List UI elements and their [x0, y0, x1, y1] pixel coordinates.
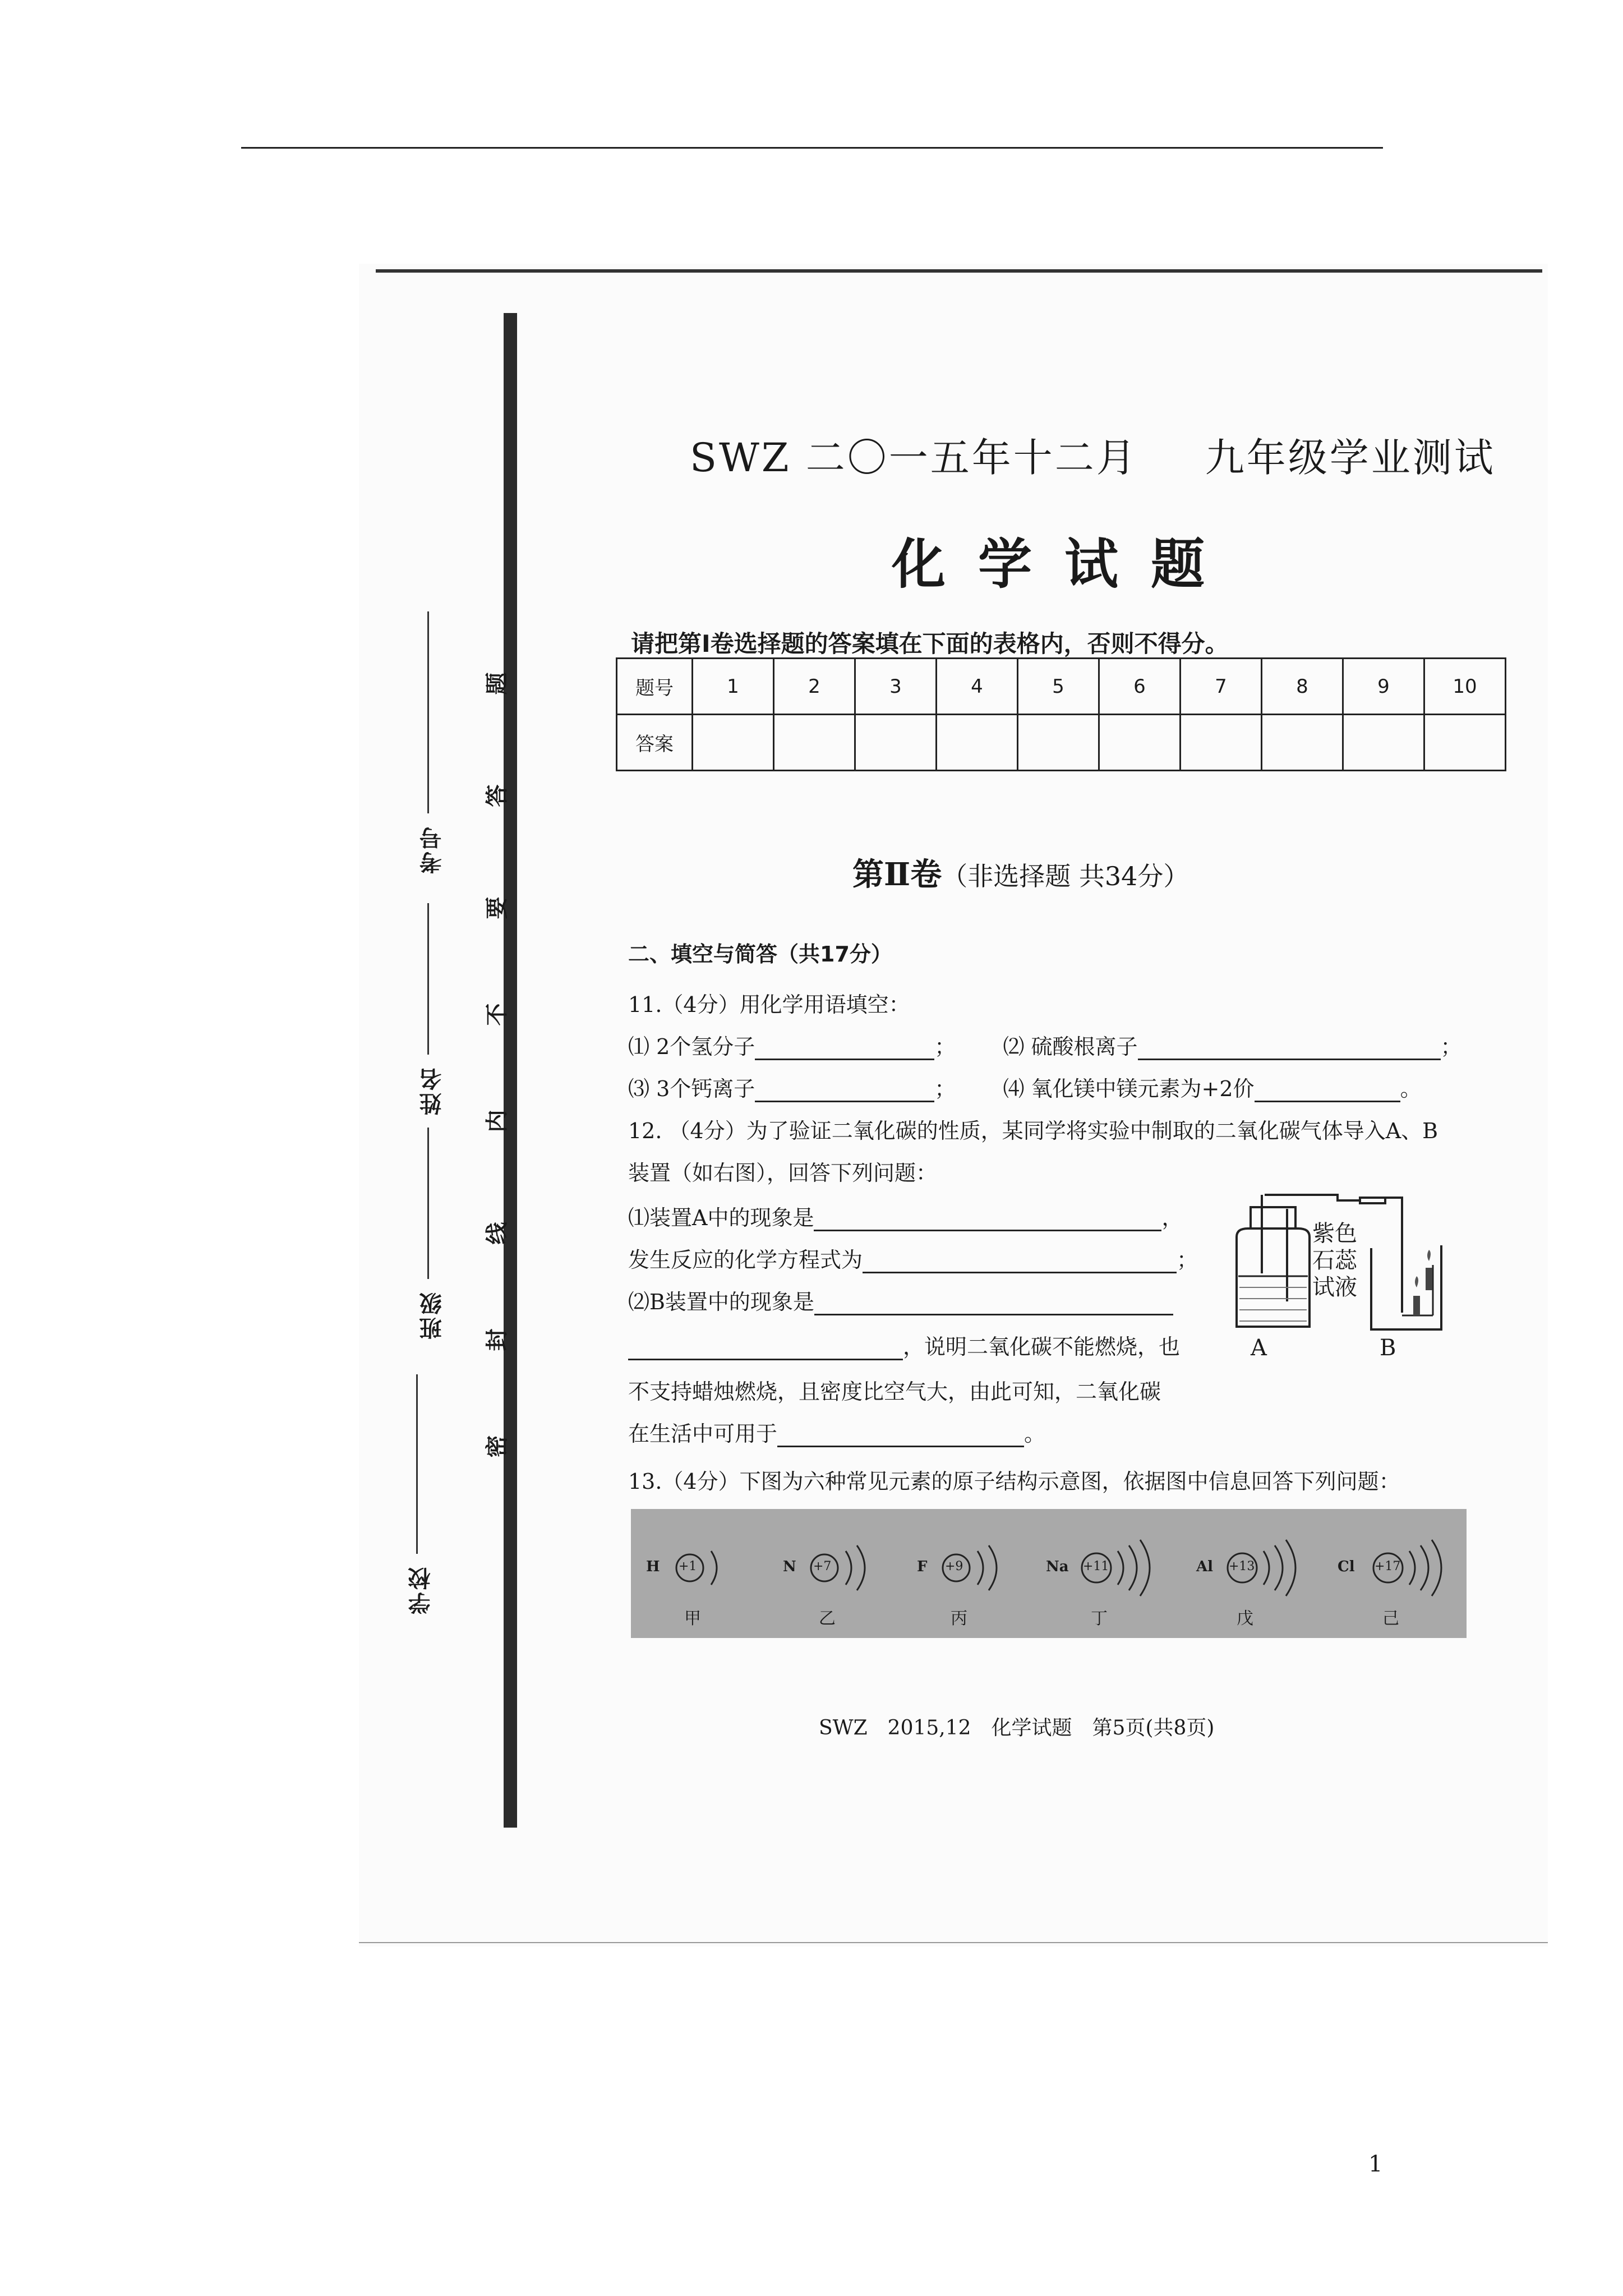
q11-blank3[interactable] [755, 1080, 934, 1102]
question-number: 4 [937, 659, 1018, 715]
question-number: 9 [1343, 659, 1424, 715]
q12-text1: ⑴装置A中的现象是 [628, 1205, 814, 1230]
answer-cell[interactable] [1099, 715, 1181, 771]
number-label: 考号 [419, 825, 445, 874]
atom-caption: 己 [1382, 1609, 1399, 1628]
q12-stem2: 装置（如右图），回答下列问题： [628, 1161, 938, 1185]
question-number: 10 [1424, 659, 1506, 715]
q11-blank1[interactable] [755, 1038, 934, 1060]
q12-blank6[interactable] [777, 1425, 1024, 1447]
atom-shells [780, 1537, 892, 1599]
q11-item4: ⑷ 氧化镁中镁元素为+2价 [1003, 1076, 1255, 1101]
row-label: 题号 [617, 659, 693, 715]
atom-diagram [1046, 1537, 1169, 1627]
seal-char: 内 [484, 1110, 510, 1133]
q12-text2: 发生反应的化学方程式为 [628, 1248, 863, 1272]
answer-cell[interactable] [855, 715, 937, 771]
question-number: 8 [1262, 659, 1343, 715]
question-number: 6 [1099, 659, 1181, 715]
atom-symbol: F [917, 1558, 928, 1575]
table-row [617, 715, 1506, 771]
q12-text6: 在生活中可用于 [628, 1421, 778, 1446]
answer-cell[interactable] [1018, 715, 1099, 771]
class-label: 班级 [419, 1290, 445, 1340]
atom-symbol: H [646, 1558, 660, 1575]
name-label: 姓名 [419, 1066, 445, 1115]
question-number: 7 [1181, 659, 1262, 715]
page-footer: SWZ 2015,12 化学试题 第5页(共8页) [819, 1717, 1215, 1740]
scanned-page [359, 264, 1548, 1947]
exam-grade-title: 九年级学业测试 [1205, 435, 1496, 481]
question-number: 5 [1018, 659, 1099, 715]
atom-nucleus: +11 [1083, 1559, 1109, 1573]
litmus-label-line: 石蕊 [1312, 1248, 1357, 1273]
atom-caption: 丁 [1091, 1609, 1108, 1628]
atom-nucleus: +9 [945, 1559, 963, 1573]
number-field[interactable] [427, 611, 429, 813]
answer-cell[interactable] [1343, 715, 1424, 771]
question-number: 1 [693, 659, 774, 715]
atom-symbol: Na [1046, 1558, 1069, 1575]
q12-blank2[interactable] [863, 1251, 1177, 1273]
name-field[interactable] [427, 903, 429, 1055]
atom-shells [911, 1537, 1023, 1599]
scan-top-edge [376, 269, 1542, 273]
q11-blank2[interactable] [1138, 1038, 1441, 1060]
seal-char: 封 [484, 1328, 510, 1351]
atom-nucleus: +7 [813, 1559, 832, 1573]
table-row [617, 659, 1506, 715]
label-b: B [1380, 1335, 1396, 1361]
atom-caption: 丙 [951, 1609, 967, 1628]
q12-line6 [628, 1416, 1045, 1447]
q12-line1: ⑴装置A中的现象是 ， [628, 1205, 1183, 1230]
atom-nucleus: +17 [1375, 1559, 1401, 1573]
atom-symbol: Al [1196, 1558, 1214, 1575]
section-subtitle: （非选择题 共34分） [942, 861, 1189, 891]
atom-diagram [645, 1537, 757, 1627]
atom-symbol: Cl [1338, 1558, 1355, 1575]
subject-title: 化学试题 [892, 532, 1237, 596]
question-number: 2 [774, 659, 855, 715]
school-field[interactable] [416, 1374, 418, 1554]
q12-text4: ，说明二氧化碳不能燃烧，也 [903, 1335, 1181, 1359]
exam-date-title: SWZ 二〇一五年十二月 [690, 435, 1138, 481]
q11-item3: ⑶ 3个钙离子 [628, 1076, 755, 1101]
atom-diagram [780, 1537, 892, 1627]
section-name: 第Ⅱ卷 [852, 856, 942, 893]
answer-cell[interactable] [1262, 715, 1343, 771]
atom-diagram [1192, 1537, 1315, 1627]
q11-line2: ⑶ 3个钙离子 ； ⑷ 氧化镁中镁元素为+2价 。 [628, 1076, 1422, 1101]
answer-cell[interactable] [937, 715, 1018, 771]
seal-char: 不 [484, 1003, 510, 1026]
scan-bottom-edge [359, 1942, 1548, 1943]
seal-char: 密 [484, 1435, 510, 1458]
page-number: 1 [1368, 2151, 1383, 2177]
school-label: 学校 [408, 1565, 434, 1614]
exam-header [690, 426, 1496, 483]
seal-char: 要 [484, 896, 510, 919]
q12-text6-end: 。 [1024, 1421, 1046, 1446]
binding-bar [504, 313, 517, 1828]
atom-nucleus: +13 [1229, 1559, 1255, 1573]
answer-instruction: 请把第Ⅰ卷选择题的答案填在下面的表格内，否则不得分。 [631, 630, 1229, 657]
atom-caption: 乙 [819, 1609, 836, 1628]
class-field[interactable] [427, 1128, 429, 1279]
q12-blank3[interactable] [814, 1294, 1173, 1315]
answer-cell[interactable] [1181, 715, 1262, 771]
atom-symbol: N [783, 1558, 796, 1575]
litmus-label-line: 试液 [1312, 1274, 1357, 1300]
q12-line2: 发生反应的化学方程式为 ； [628, 1248, 1198, 1272]
q12-line4 [628, 1329, 1180, 1360]
atom-caption: 甲 [684, 1609, 701, 1628]
q11-item1: ⑴ 2个氢分子 [628, 1034, 755, 1059]
q11-stem: 11.（4分）用化学用语填空： [628, 992, 910, 1017]
atom-nucleus: +1 [679, 1559, 697, 1573]
answer-cell[interactable] [1424, 715, 1506, 771]
label-a: A [1251, 1335, 1267, 1361]
answer-table [616, 657, 1506, 771]
litmus-label-line: 紫色 [1312, 1221, 1357, 1246]
q11-item2: ⑵ 硫酸根离子 [1003, 1034, 1138, 1059]
seal-char: 题 [484, 672, 510, 695]
q12-line3 [628, 1285, 1173, 1315]
q12-blank4[interactable] [628, 1338, 903, 1360]
q12-line5: 不支持蜡烛燃烧，且密度比空气大，由此可知，二氧化碳 [628, 1379, 1161, 1404]
q11-line1: ⑴ 2个氢分子 ； ⑵ 硫酸根离子 ； [628, 1034, 1462, 1059]
q13-stem: 13.（4分）下图为六种常见元素的原子结构示意图，依据图中信息回答下列问题： [628, 1469, 1400, 1494]
atom-diagram [1338, 1537, 1461, 1627]
seal-char: 线 [484, 1222, 510, 1245]
question-number: 3 [855, 659, 937, 715]
q12-blank1[interactable] [814, 1209, 1161, 1231]
row-label: 答案 [617, 715, 693, 771]
q11-blank4[interactable] [1255, 1080, 1400, 1102]
atom-shells [645, 1537, 757, 1599]
section-title [852, 850, 1189, 895]
seal-char: 答 [484, 784, 510, 807]
q12-stem: 12. （4分）为了验证二氧化碳的性质，某同学将实验中制取的二氧化碳气体导入A、B [628, 1119, 1438, 1143]
litmus-label [1312, 1220, 1357, 1301]
answer-cell[interactable] [693, 715, 774, 771]
q12-text3: ⑵B装置中的现象是 [628, 1290, 814, 1314]
atom-diagram [911, 1537, 1023, 1627]
answer-cell[interactable] [774, 715, 855, 771]
part-heading: 二、填空与简答（共17分） [628, 942, 892, 967]
atom-structure-figure [631, 1509, 1467, 1638]
atom-caption: 戊 [1237, 1609, 1253, 1628]
header-rule [241, 147, 1383, 149]
